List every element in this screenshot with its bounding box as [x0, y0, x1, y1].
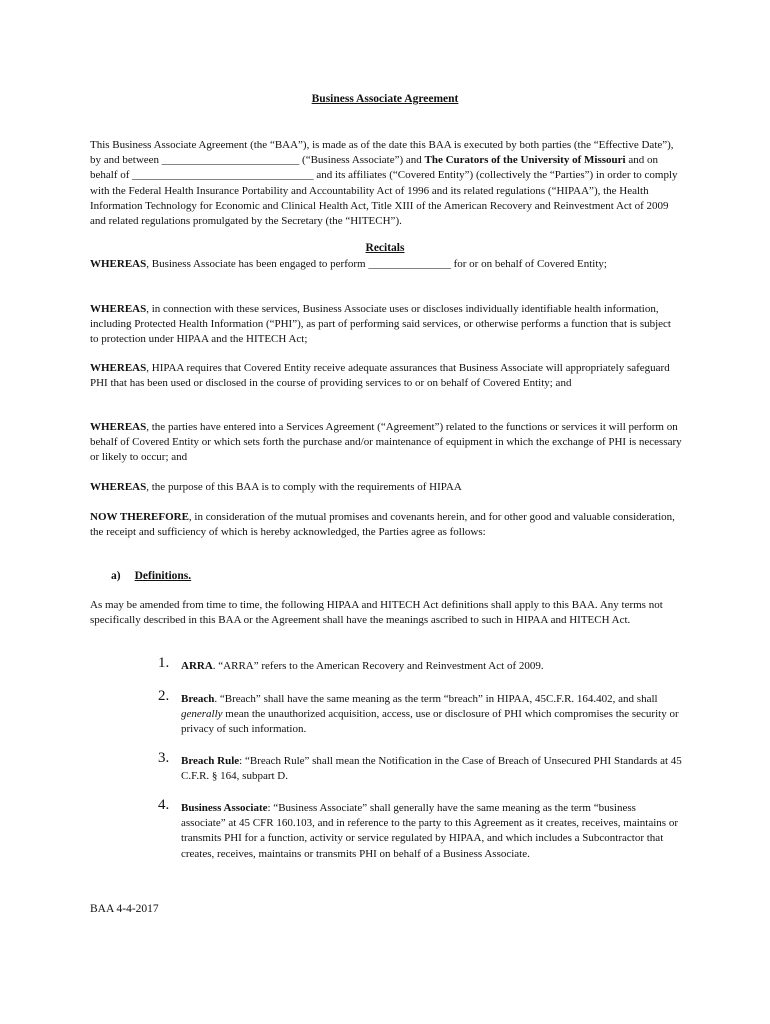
list-number: 2.	[158, 688, 170, 704]
section-marker: a)	[111, 570, 121, 582]
definition-text: . “Breach” shall have the same meaning as the term “breach” in HIPAA, 45C.F.R. 164.402, and shall	[214, 693, 658, 705]
whereas-text: , in connection with these services, Business Associate uses or discloses individually identifiable health information, including Protected Health Information (“PHI”), as part of performing said services, or otherwise performs a function that is subject to protection under HIPAA and the HITECH Act;	[90, 303, 671, 346]
whereas-lead: WHEREAS	[90, 421, 147, 433]
definition-text: : “Breach Rule” shall mean the Notification in the Case of Breach of Unsecured PHI Standards at 45 C.F.R. § 164, subpart D.	[181, 755, 682, 783]
recitals-heading: Recitals	[365, 242, 405, 254]
definitions-intro: As may be amended from time to time, the following HIPAA and HITECH Act definitions shall apply to this BAA. Any terms not specifically described in this BAA or the Agreement shall have the meanings ascribed to such in HIPAA and HITECH Act.	[90, 599, 663, 627]
definition-emphasis: generally	[181, 708, 223, 721]
whereas-paragraph-4	[90, 420, 682, 466]
whereas-paragraph-3	[90, 361, 682, 391]
definition-text: : “Business Associate” shall generally have the same meaning as the term “business associate” at 45 CFR 160.103, and in reference to the party to this Agreement as it creates, receives, maintains or transmits PHI for a function, activity or service regulated by HIPAA, and which includes a Subcontractor that creates, receives, maintains or transmits PHI on behalf of a Business Associate.	[181, 802, 678, 860]
definition-term: Business Associate	[181, 802, 268, 814]
list-number: 4.	[158, 797, 170, 813]
whereas-text: , HIPAA requires that Covered Entity receive adequate assurances that Business Associate will appropriately safeguard PHI that has been used or disclosed in the course of providing services to or on behalf of Covered Entity; and	[90, 362, 670, 390]
list-number: 1.	[158, 655, 170, 671]
now-therefore-paragraph	[90, 510, 682, 540]
intro-party-name: The Curators of the University of Missouri	[424, 154, 626, 167]
definition-text-cont: mean the unauthorized acquisition, access, use or disclosure of PHI which compromises the security or privacy of such information.	[181, 708, 679, 736]
whereas-text: , the parties have entered into a Services Agreement (“Agreement”) related to the functions or services it will perform on behalf of Covered Entity or which sets forth the purchase and/or maintenance of equipment in which the exchange of PHI is necessary or likely to occur; and	[90, 421, 682, 464]
whereas-paragraph-5	[90, 480, 682, 495]
whereas-lead: WHEREAS	[90, 303, 147, 315]
definition-term: Breach Rule	[181, 755, 240, 767]
definition-text: . “ARRA” refers to the American Recovery and Reinvestment Act of 2009.	[212, 660, 544, 672]
intro-text-1: This Business Associate Agreement (the “BAA”), is made as of the date this BAA is executed by both parties (the “Effective Date”), by and between _________________________ (“Business Associate”) and	[90, 139, 674, 167]
page-title: Business Associate Agreement	[311, 93, 459, 105]
whereas-text: , the purpose of this BAA is to comply with the requirements of HIPAA	[146, 481, 462, 493]
section-a-heading	[111, 570, 191, 582]
whereas-lead: WHEREAS	[90, 362, 147, 374]
definition-term: ARRA	[181, 660, 213, 672]
now-therefore-lead: NOW THEREFORE	[90, 511, 189, 523]
whereas-paragraph-2	[90, 302, 682, 348]
whereas-lead: WHEREAS	[90, 258, 147, 270]
list-number: 3.	[158, 750, 170, 766]
intro-paragraph	[90, 138, 682, 229]
whereas-paragraph-1	[90, 257, 682, 272]
section-label: Definitions.	[134, 570, 192, 582]
definition-term: Breach	[181, 693, 215, 705]
intro-text-2: and on behalf of _________________________________ and its affiliates (“Covered Entity”) (collectively the “Parties”) in order to comply with the Federal Health Insurance Portability and Accountability Act of 1996 and its related regulations (“HIPAA”), the Health Information Technology for Economic and Clinical Health Act, Title XIII of the American Recovery and Reinvestment Act of 2009 and related regulations promulgated by the Secretary (the “HITECH”).	[90, 154, 678, 228]
whereas-lead: WHEREAS	[90, 481, 147, 493]
whereas-text: , Business Associate has been engaged to perform _______________ for or on behalf of Covered Entity;	[146, 258, 607, 270]
page-footer: BAA 4-4-2017	[90, 903, 159, 915]
now-therefore-text: , in consideration of the mutual promises and covenants herein, and for other good and valuable consideration, the receipt and sufficiency of which is hereby acknowledged, the Parties agree as follows:	[90, 511, 675, 539]
